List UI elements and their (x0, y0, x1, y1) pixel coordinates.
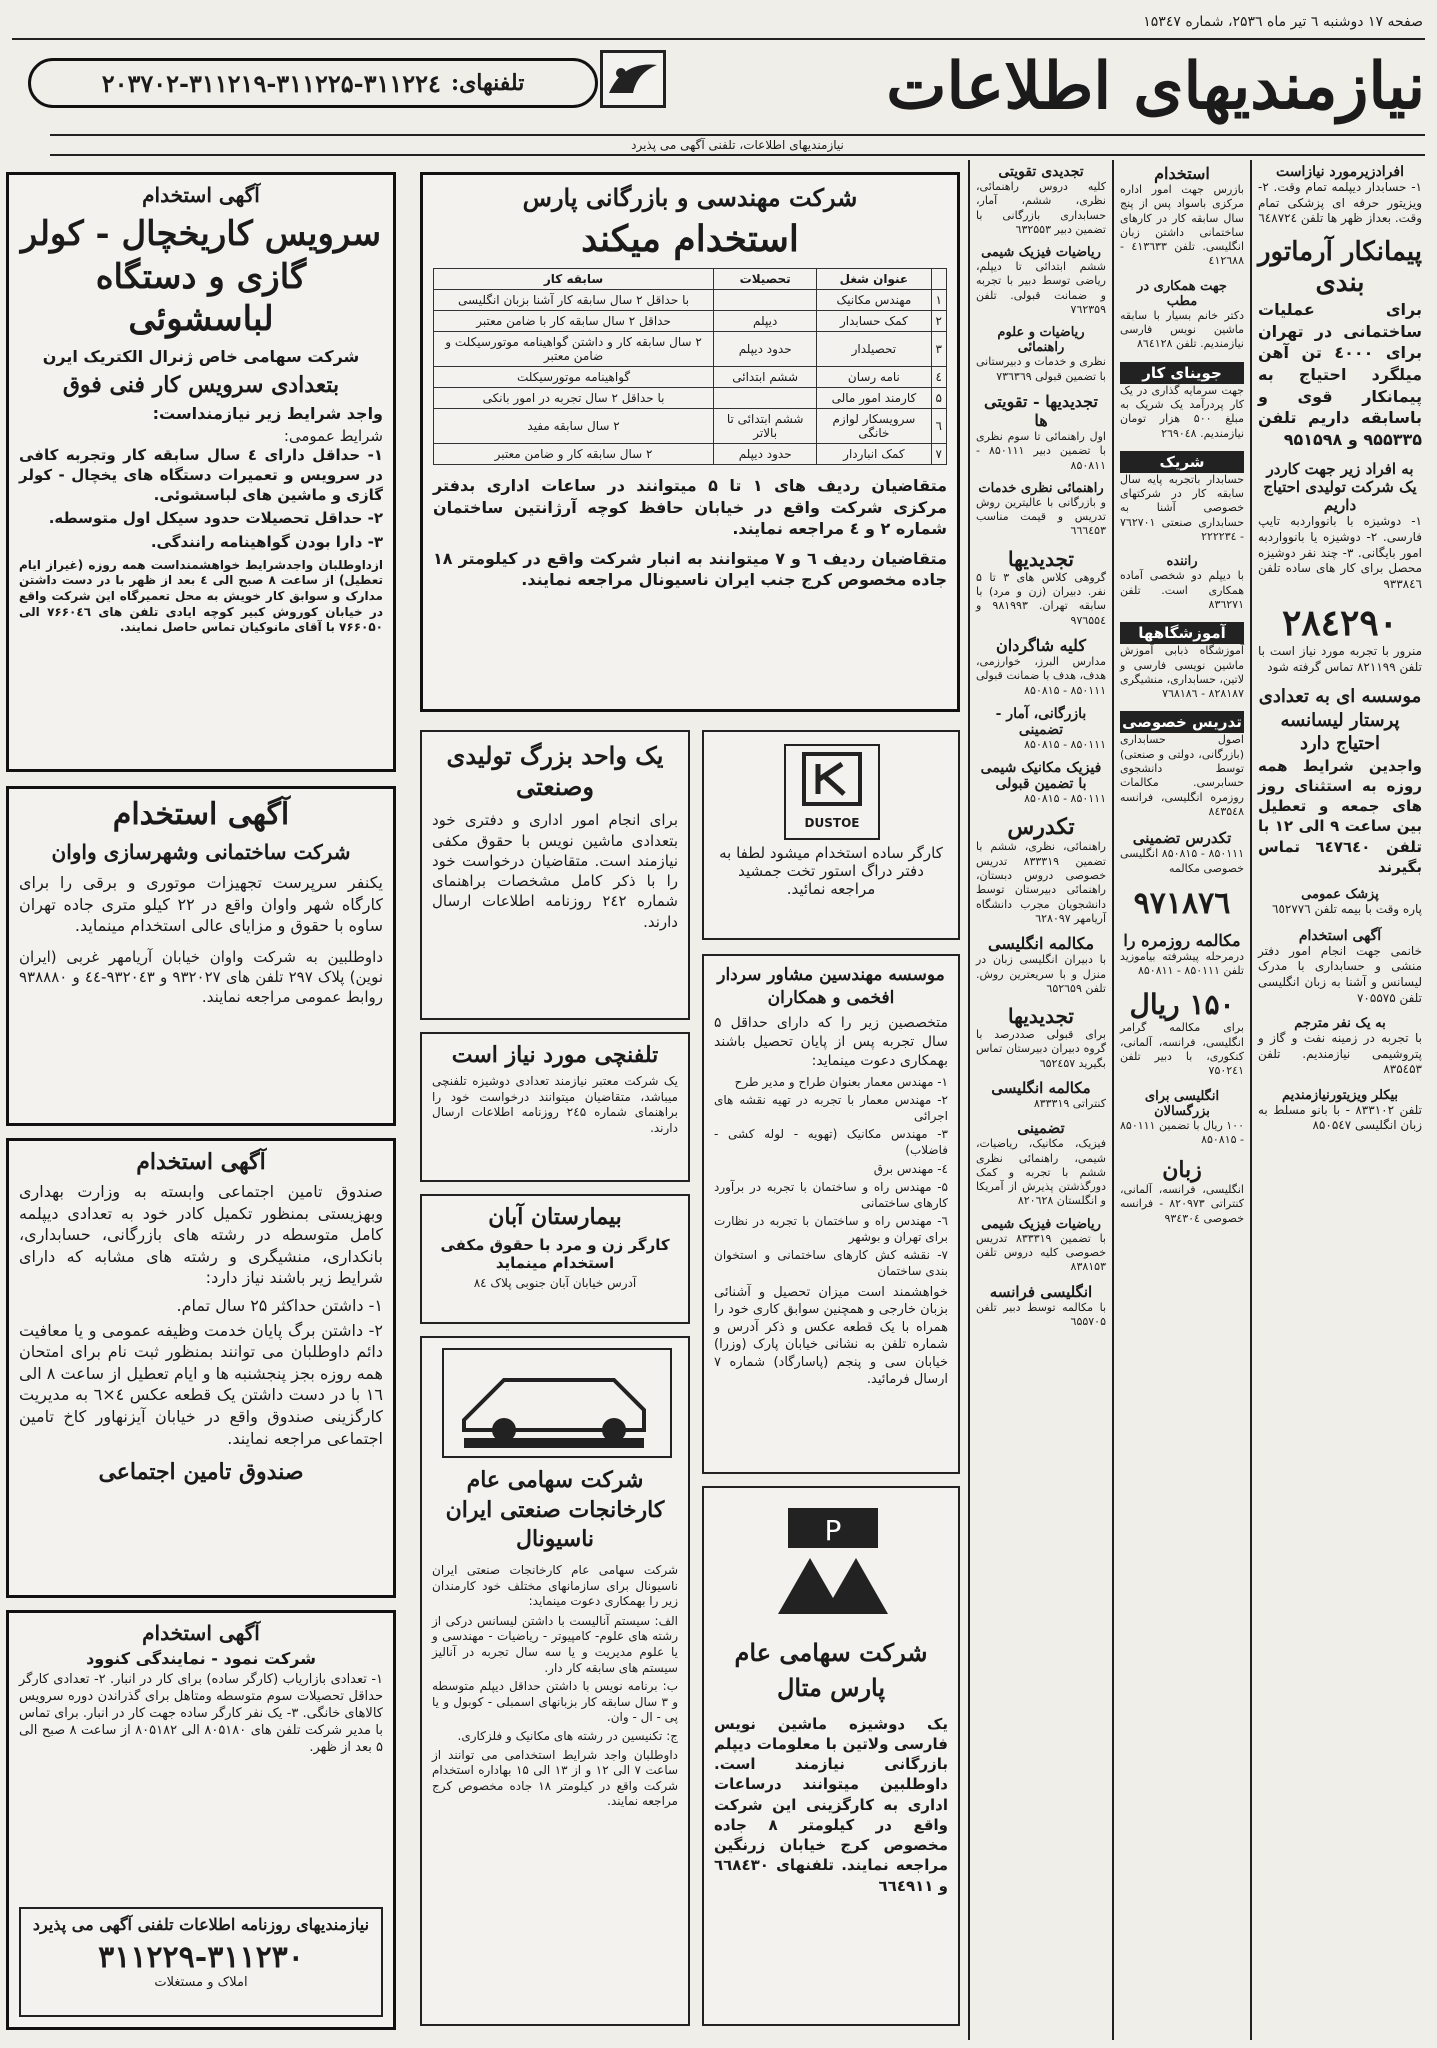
ad-company: شرکت ساختمانی وشهرسازی واوان (51, 840, 351, 864)
classified-body: و بازرگانی با عالیترین روش تدریس و قیمت مناسب ٦٦٦٤۵۳ (976, 495, 1106, 538)
classified-body: پاره وقت با بیمه تلفن ٦٥۲۷۷٦ (1272, 902, 1422, 917)
ad-company: شرکت نمود - نمایندگی کنوود (86, 1649, 316, 1668)
classified-title: آگهی استخدام (1298, 927, 1382, 944)
table-header-row (434, 269, 947, 290)
list-item (1120, 1157, 1244, 1226)
ad-cond: ۱- حداقل دارای ٤ سال سابقه کار وتجربه کافی در سرویس و تعمیرات دستگاه های یخچال - کولر گازی و ماشین های لباسشوئی. (19, 445, 383, 504)
dustoe-logo (784, 744, 880, 840)
ad-iran-national (420, 1336, 690, 2026)
table-row (434, 332, 947, 367)
classified-body: انگلیسی، فرانسه، آلمانی، کنتراتی ۸۲۰۹۷۳ - فرانسه خصوصی ۹۳٤۳۰٤ (1120, 1183, 1244, 1225)
ad-headline: استخدام میکند (581, 218, 799, 260)
ad-footer: خواهشمند است میزان تحصیل و آشنائی بزبان خارجی و همچنین سوابق کاری خود را همراه با یک قطعه عکس و ذکر آدرس و شماره تلفن به نشانی خیابان پارک (وزرا) خیابان سی و پنجم (پاسارگاد) شماره ۷ ارسال فرمائید. (714, 1284, 948, 1388)
banner-phones: ۳۱۱۲۲۹-۳۱۱۲۳۰ (98, 1940, 304, 1975)
classified-body: تلفن ۸۳۳۱۰۲ - با بانو مسلط به زبان انگلیسی ۸۵۰۵٤۷ (1258, 1102, 1422, 1133)
ad-body: یک دوشیزه ماشین نویس فارسی ولاتین با معلومات دیپلم بازرگانی نیازمند است. داوطلبین میتوانند درساعات اداری به کارگزینی این شرکت واقع در کیلومتر ۸ جاده مخصوص کرج خیابان زرنگین مراجعه نمایند. تلفنهای ٦٦۸٤۳۰ و ٦٦٤۹۱۱ (714, 1714, 948, 1895)
list-item (1120, 554, 1244, 612)
classified-title: شریک (1120, 451, 1244, 473)
list-item (1120, 988, 1244, 1078)
banner-box (19, 1907, 383, 2017)
classified-body: اول راهنمائی تا سوم نظری با تضمین دبیر ۸۵۰۱۱۱ - ۸۵۰۸۱۱ (976, 429, 1107, 472)
classified-body: واجدین شرایط همه روزه به استثنای روز های جمعه و تعطیل بین ساعت ۹ الی ۱۲ با تلفن ٦٤۷٦٤۰ تماس بگیرند (1258, 756, 1422, 876)
list-item (976, 1217, 1106, 1275)
cell: با حداقل ۲ سال سابقه کار آشنا بزبان انگلیسی (434, 290, 714, 311)
classified-title: به افراد زیر جهت کاردر یک شرکت تولیدی احتیاج داریم (1263, 460, 1417, 515)
ad-social-security (6, 1138, 396, 1598)
classified-col-2 (1116, 160, 1248, 2040)
list-item (1258, 237, 1422, 451)
cell: دیپلم (714, 311, 817, 332)
ad-item: ٦- مهندس راه و ساختمان با تجربه در نظارت برای تهران و بوشهر (714, 1214, 948, 1244)
classified-title: پزشک عمومی (1301, 887, 1379, 903)
masthead-title: نیازمندیهای اطلاعات (886, 49, 1425, 124)
banner-text: نیازمندیهای روزنامه اطلاعات تلفنی آگهی می پذیرد (32, 1915, 370, 1934)
cell: ششم ابتدائی تا بالاتر (714, 409, 817, 444)
classified-body: اصول حسابداری (بازرگانی، دولتی و صنعتی) توسط دانشجوی حسابرسی. مکالمات روزمره انگلیسی، فرانسه ۸٤۳۵٤۸ (1120, 733, 1244, 818)
classified-body: کلیه دروس راهنمائی، نظری، ششم، آمار، حسابداری بازرگانی با تضمین دبیر ٦۳۲۵۵۳ (976, 180, 1106, 236)
classified-title: جوینای کار (1120, 362, 1244, 384)
list-item (976, 547, 1106, 628)
classified-body: جهت سرمایه گذاری در یک کار پردرآمد یک شریک به مبلغ ۵۰۰ هزار تومان نیازمندیم. ۲٦۹۰٤۸ (1120, 383, 1244, 440)
classified-body: با تجربه در زمینه نفت و گاز و پتروشیمی نیازمندیم. تلفن ۸۳۵٤۵۳ (1258, 1031, 1422, 1077)
table-row (434, 409, 947, 444)
list-item (1258, 887, 1422, 918)
classified-body: خانمی جهت انجام امور دفتر منشی و حسابداری با مدرک لیسانس و آشنا به زبان انگلیسی تلفن ۷۰۵۵۷۵ (1258, 943, 1422, 1005)
list-item (1120, 622, 1244, 701)
ad-address: آدرس خیابان آبان جنوبی پلاک ۸٤ (473, 1276, 637, 1290)
ad-conds (19, 1295, 383, 1449)
ad-cond: ۲- داشتن برگ پایان خدمت وظیفه عمومی و یا معافیت دائم داوطلبان می توانند بمنظور ثبت نام برای امتحان همه روزه بجز پنجشنبه ها و ایام تعطیل از ساعت ۸ الی ۱٦ با در دست داشتن یک قطعه عکس ٤×٦ به مدیریت کارگزینی صندوق واقع در خیابان آیزنهاور کاخ تامین اجتماعی مراجعه نمایند. (19, 1320, 383, 1448)
classified-body: ۱- حسابدار دیپلمه تمام وقت. ۲- ویزیتور حرفه ای پزشکی تمام وقت. بعداز ظهر ها تلفن ٦٤۸۷۲٤ (1258, 180, 1422, 226)
cell (714, 290, 817, 311)
ad-title: شرکت سهامی عام کارخانجات صنعتی ایران ناسیونال (445, 1467, 665, 1553)
ad-body: یکنفر سرپرست تجهیزات موتوری و برقی را برای کارگاه شهر واوان واقع در ۲۲ کیلو متری جاده تهران ساوه با حقوق و مزایای عالی استخدام مینماید. (19, 873, 383, 936)
ad-aban-hospital (420, 1194, 690, 1324)
classified-body: با تضمین ۸۳۳۳۱۹ تدریس خصوصی کلیه دروس تلفن ۸۳۸۱۵۳ (976, 1231, 1106, 1274)
col-title: عنوان شغل (817, 269, 931, 290)
ad-item: الف: سیستم آنالیست با داشتن لیسانس درکی از رشته های علوم- کامپیوتر - ریاضیات - مهندسی و یا علوم مدیریت و یا سه سال تجربه در آنالیز سیستم های سابقه کار دار. (432, 1613, 678, 1675)
list-item (976, 245, 1106, 317)
cell: کارمند امور مالی (817, 388, 931, 409)
classified-body: برای عملیات ساختمانی در تهران برای ٤۰۰۰ تن آهن میلگرد احتیاج به پیمانکار قوی و باسابقه داریم تلفن ۹۵۵۳۳۵ و ۹۵۱۵۹۸ (1258, 300, 1422, 449)
classified-title: افرادزیرمورد نیازاست (1276, 164, 1404, 180)
ad-kicker: آگهی استخدام (142, 183, 260, 207)
ad-body: متخصصین زیر را که دارای حداقل ۵ سال تجربه پس از پایان تحصیل باشند بهمکاری دعوت مینماید: (714, 1014, 948, 1069)
classified-title: تجدیدیها (1008, 546, 1074, 571)
ad-title: شرکت سهامی عام پارس متال (734, 1638, 928, 1702)
phones-label: تلفنهای: (450, 70, 525, 96)
classified-title: انگلیسی فرانسه (989, 1282, 1093, 1301)
ad-title: یک واحد بزرگ تولیدی وصنعتی (446, 741, 664, 802)
ad-items (714, 1075, 948, 1280)
list-item (1120, 164, 1244, 269)
list-item (976, 1079, 1106, 1111)
ad-body: یک شرکت معتبر نیازمند تعدادی دوشیزه تلفنچی میباشد، متقاضیان میتوانند درخواست خود را براهنمای شماره ۲٤۵ روزنامه اطلاعات ارسال دارند. (432, 1074, 678, 1135)
table-row (434, 290, 947, 311)
ad-body: کارگر زن و مرد با حقوق مکفی استخدام مینماید (440, 1236, 670, 1272)
list-item (976, 760, 1106, 806)
list-item (1120, 451, 1244, 544)
masthead-logo (600, 50, 666, 108)
list-item (976, 636, 1106, 698)
ad-kenwood (6, 1610, 396, 2030)
cell: ٤ (931, 367, 946, 388)
ad-sub: واجد شرایط زیر نیازمنداست: (152, 403, 383, 423)
list-item (976, 325, 1106, 384)
svg-text:P: P (824, 1514, 842, 1547)
ad-items (432, 1614, 678, 1810)
ad-telephonist (420, 1032, 690, 1182)
top-rule (12, 38, 1425, 40)
classified-title: بیکلر ویزیتورنیازمندیم (1281, 1087, 1399, 1103)
classified-title: تکدرس (1007, 814, 1075, 841)
classified-title: تکدرس تضمینی (1132, 829, 1232, 848)
classified-title: تجدیدیها - تقویتی ها (984, 391, 1098, 430)
ad-footer: داوطلبین به شرکت واوان خیابان آریامهر غربی (ایران نوین) پلاک ۲۹۷ تلفن های ۹۳۲۰۲۷ و ۹۳۲۰٤۳-٤٤ و ۹۳۸۸۸۰ روابط عمومی مراجعه نمایند. (19, 947, 384, 1007)
classified-title: مکالمه انگلیسی (991, 1078, 1091, 1097)
ad-cond: ۲- حداقل تحصیلات حدود سیکل اول متوسطه. (48, 509, 383, 528)
ad-item: ۲- مهندس معمار با تجربه در تهیه نقشه های اجرائی (714, 1093, 948, 1123)
classified-title: فیزیک مکانیک شیمی با تضمین قبولی (980, 760, 1102, 793)
phone-block (28, 58, 598, 108)
classified-col-3 (1254, 160, 1426, 2040)
ad-footer: ازداوطلبان واجدشرایط خواهشمنداست همه روزه (غیراز ایام تعطیل) از ساعت ۸ صبح الی ٤ بعد از ظهر با در دست داشتن مدارک و سوابق کار خویش به محل تعمیرگاه این شرکت واقع در خیابان کوروش کبیر کوچه ایادی تلفن های ۷۶۶۰٤٦ الی ۷۶۶۰۵۰ با آقای مانوکیان تماس حاصل نمایند. (19, 557, 384, 635)
ad-body: برای انجام امور اداری و دفتری خود بتعدادی ماشین نویس با حقوق مکفی نیازمند است. متقاضیان درخواست خود را با ذکر کامل مشخصات براهنمای شماره ۲٤۲ روزنامه اطلاعات ارسال دارند. (432, 811, 678, 931)
ad-kicker: آگهی استخدام (136, 1149, 266, 1175)
ad-need: بتعدادی سرویس کار فنی فوق (62, 371, 340, 398)
list-item (976, 814, 1106, 926)
ad-company: شرکت مهندسی و بازرگانی پارس (522, 183, 858, 212)
ad-title: موسسه مهندسین مشاور سردار افخمی و همکاران (717, 965, 945, 1008)
ad-company: شرکت سهامی خاص ژنرال الکتریک ایرن (42, 346, 360, 366)
page-info: صفحه ۱۷ دوشنبه ٦ تیر ماه ۲۵۳٦، شماره ۱۵۳٤۷ (1143, 14, 1423, 30)
classified-title: مکالمه انگلیسی (987, 934, 1095, 954)
ad-kicker: آگهی استخدام (112, 797, 290, 832)
cell (714, 388, 817, 409)
newspaper-logo-icon (603, 53, 663, 105)
table-row (434, 388, 947, 409)
cell: ۱ (931, 290, 946, 311)
ad-cond-title: شرایط عمومی: (283, 426, 383, 445)
classified-body: با مکالمه توسط دبیر تلفن ٦۵۵۷۰۵ (976, 1300, 1106, 1328)
cell: ۲ سال سابقه کار و ضامن معتبر (434, 444, 714, 465)
list-item (976, 1004, 1106, 1071)
ad-industrial-unit (420, 730, 690, 1020)
classified-title: ریاضیات و علوم راهنمائی (997, 325, 1085, 356)
cell: حداقل ۲ سال سابقه کار با ضامن معتبر (434, 311, 714, 332)
cell: ۳ (931, 332, 946, 367)
cell: حدود دیپلم (714, 332, 817, 367)
list-item (1120, 362, 1244, 441)
classified-title: بازرگانی، آمار - تضمینی (995, 705, 1087, 738)
classified-col-1 (972, 160, 1110, 2040)
phones-number: ۲۰۳۷۰۲-۳۱۱۲۱۹-۳۱۱۲۲۵-۳۱۱۲۲٤ (101, 68, 441, 98)
cell: ۷ (931, 444, 946, 465)
list-item (1120, 886, 1244, 921)
classified-body: با دبیران انگلیسی زبان در منزل و با سریعترین روش. تلفن ٦۵۲٦۵۹ (976, 953, 1106, 995)
pars-metal-logo (768, 1502, 898, 1622)
ad-item: ۷- نقشه کش کارهای ساختمانی و استخوان بندی ساختمان (714, 1248, 948, 1279)
list-item (1258, 928, 1422, 1006)
classified-title: استخدام (1154, 164, 1210, 183)
table-row (434, 367, 947, 388)
classified-body: آموزشگاه ذبابی آموزش ماشین نویسی فارسی و لاتین، حسابداری، منشیگری ۸۲۸۱۸۷ - ۷٦۸۱۸٦ (1120, 644, 1244, 701)
classified-title: ۱۵۰ ریال (1129, 988, 1235, 1022)
list-item (1120, 931, 1244, 979)
ad-footer: متقاضیان ردیف های ۱ تا ۵ میتوانند در ساعات اداری بدفتر مرکزی شرکت واقع در خیابان حافظ کوچه آرژانتین ساختمان شماره ۲ و ٤ مراجعه نمایند. (433, 476, 948, 539)
classified-body: نظری و خدمات و دبیرستانی با تضمین قبولی ۷۳٦۳٦۹ (976, 355, 1106, 383)
cell: ۵ (931, 388, 946, 409)
classified-title: کلیه شاگردان (996, 635, 1086, 655)
cell: نامه رسان (817, 367, 931, 388)
table-row (434, 444, 947, 465)
list-item (1120, 711, 1244, 819)
list-item (976, 934, 1106, 996)
classified-body: برای قبولی صددرصد با گروه دبیران دبیرستان تماس بگیرید ٦۵۲٤۵۷ (976, 1028, 1106, 1070)
ad-headline: سرویس کاریخچال - کولر گازی و دستگاه لباسشوئی (20, 214, 382, 339)
masthead-strip (50, 134, 1425, 156)
list-item (976, 1119, 1106, 1208)
dustoe-logo-text: DUSTOE (804, 816, 860, 830)
ad-cond: ۱- داشتن حداکثر ۲۵ سال تمام. (176, 1295, 383, 1315)
classified-body: بازرس جهت امور اداره مرکزی باسواد پس از پنج سال سابقه کار در کارهای ساختمانی داشتن زبان انگلیسی. تلفن ٤۱۳٦۳۳ - ٤۱۲٦۸۸ (1120, 183, 1244, 268)
cell: تحصیلدار (817, 332, 931, 367)
list-item (976, 706, 1106, 752)
cell: سرویسکار لوازم خانگی (817, 409, 931, 444)
ad-title: تلفنچی مورد نیاز است (451, 1042, 659, 1068)
list-item (1120, 1089, 1244, 1148)
classified-title: آموزشگاهها (1120, 622, 1244, 644)
cell: ششم ابتدائی (714, 367, 817, 388)
pars-metal-logo-icon (768, 1502, 898, 1622)
classified-title: تدریس خصوصی (1120, 711, 1244, 733)
cell: مهندس مکانیک (817, 290, 931, 311)
jobs-table (433, 268, 947, 465)
dustoe-logo-icon (792, 746, 872, 812)
classified-body: فیزیک، مکانیک، ریاضیات، شیمی، راهنمائی نظری ششم با تجربه و کمک دورگذشتن پذیرش از آمریکا و انگلستان ۸۲۰٦۲۸ (976, 1137, 1106, 1208)
cell: با حداقل ۲ سال تجربه در امور بانکی (434, 388, 714, 409)
col-divider (1112, 160, 1114, 2040)
table-row (434, 311, 947, 332)
cell: ۲ (931, 311, 946, 332)
classified-body: درمرحله پیشرفته بیاموزید تلفن ۸۵۰۱۱۱ - ۸۵۰۸۱۱ (1120, 949, 1244, 978)
ad-body: ۱- تعدادی بازاریاب (کارگر ساده) برای کار در انبار. ۲- تعدادی کارگر حداقل تحصیلات سوم متوسطه ومتاهل برای گذراندن دوره سرویس کالاهای خانگی. ۳- یک نفر کارگر ساده جهت کار در انبار. برای تماس با مدیر شرکت تلفن های ۸۰۵۱۸۰ الی ۸۰۵۱۸۲ از ساعت ۸ صبح الی ۵ بعد از ظهر. (19, 1672, 383, 1755)
classified-title: ۲۸٤۲۹۰ (1281, 602, 1398, 645)
list-item (1258, 602, 1422, 675)
col-divider (1250, 160, 1252, 2040)
ad-item: داوطلبان واجد شرایط استخدامی می توانند از ساعت ۷ الی ۱۲ و از ۱۳ الی ۱۵ بهاداره استخدام شرکت واقع در کیلومتر ۱۸ جاده مخصوص کرج مراجعه نمایند. (432, 1747, 679, 1809)
ad-general-electric (6, 172, 396, 772)
classified-body: ۸۵۰۱۱۱ - ۸۵۰۸۱۵ (1024, 792, 1106, 806)
ad-pars-metal (702, 1486, 960, 2026)
classified-body: راهنمائی، نظری، ششم با تضمین ۸۳۳۳۱۹ تدریس خصوصی دروس دبستان، راهنمائی دبیرستان توسط دانشجویان مجرب دانشگاه آریامهر ٦۲۸۰۹۷ (976, 840, 1106, 925)
col-index (931, 269, 946, 290)
ad-signature: صندوق تامین اجتماعی (98, 1459, 304, 1486)
cell: ۲ سال سابقه مفید (434, 409, 714, 444)
classified-title: زبان (1162, 1157, 1202, 1184)
list-item (976, 392, 1106, 473)
ad-item: ب: برنامه نویس با داشتن حداقل دیپلم متوسطه و ۳ سال سابقه کار بزبانهای اسمبلی - کوبول و یا پی - ال - وان. (432, 1679, 678, 1725)
list-item (1258, 685, 1422, 877)
banner-sub: املاک و مستغلات (154, 1975, 248, 1990)
cell: کمک انباردار (817, 444, 931, 465)
list-item (1258, 164, 1422, 227)
ad-kicker: آگهی استخدام (142, 1621, 260, 1645)
ad-body: کارگر ساده استخدام میشود لطفا به دفتر دراگ استور تخت جمشید مراجعه نمائید. (719, 844, 943, 898)
ad-item: ج: تکنیسین در رشته های مکانیک و فلزکاری. (457, 1729, 678, 1743)
classified-body: با دیپلم دو شخصی آماده همکاری است. تلفن ۸۳٦۲۷۱ (1120, 569, 1244, 611)
classified-title: تضمینی (1017, 1119, 1065, 1138)
classified-title: انگلیسی برای بزرگسالان (1144, 1088, 1220, 1119)
classified-title: راهنمائی نظری خدمات (978, 480, 1104, 496)
classified-body: کنتراتی ۸۳۳۳۱۹ (1033, 1096, 1106, 1110)
cell: گواهینامه موتورسیکلت (434, 367, 714, 388)
col-edu: تحصیلات (714, 269, 817, 290)
masthead-subtitle: نیازمندیهای اطلاعات، تلفنی آگهی می پذیرد (631, 138, 844, 152)
classified-title: جهت همکاری در مطب (1137, 278, 1227, 309)
iran-national-logo (442, 1348, 672, 1458)
classified-body: ۸۵۰۱۱۱ - ۸۵۰۸۱۵ انگلیسی خصوصی مکالمه (1120, 847, 1244, 875)
col-divider (968, 160, 970, 2040)
classified-body: ۱- دوشیزه با بانوواردبه تایپ فارسی. ۲- دوشیزه یا بانوواردبه امور بایگانی. ۳- چند نفر دوشیزه محصل برای کار های ساده تلفن ۹۳۳۸٤٦ (1258, 514, 1422, 591)
list-item (1258, 1016, 1422, 1078)
ad-body: شرکت سهامی عام کارخانجات صنعتی ایران ناسیونال برای سازمانهای مختلف خود کارمندان زیر را بهمکاری دعوت مینماید: (432, 1563, 678, 1609)
ad-item: ٤- مهندس برق (873, 1161, 948, 1176)
cell: ۲ سال سابقه کار و داشتن گواهینامه موتورسیکلت و ضامن معتبر (434, 332, 714, 367)
list-item (1120, 279, 1244, 352)
classified-title: تجدیدی تقویتی (998, 164, 1084, 180)
classified-title: ۹۷۱۸۷٦ (1133, 885, 1231, 921)
ad-item: ۵- مهندس راه و ساختمان با تجربه در برآورد کارهای ساختمانی (714, 1180, 948, 1210)
col-exp: سابقه کار (434, 269, 714, 290)
masthead (665, 42, 1425, 132)
ad-cond: ۳- دارا بودن گواهینامه رانندگی. (150, 532, 383, 551)
classified-title: تجدیدیها (1008, 1004, 1074, 1029)
ad-body: صندوق تامین اجتماعی وابسته به وزارت بهداری وبهزیستی بمنظور تکمیل کادر خود به تعدادی دیپلمه کامل متوسطه در رشته های بازرگانی، حسابداری، بانکداری، منشیگری و رشته های مشابه که دارای شرایط زیر باشند نیاز دارد: (19, 1182, 383, 1288)
list-item (1258, 1088, 1422, 1134)
ad-dustoe (702, 730, 960, 940)
ad-conds (19, 445, 383, 552)
ad-vavan (6, 786, 396, 1126)
cell: حدود دیپلم (714, 444, 817, 465)
classified-title: ریاضیات فیزیک شیمی (981, 1216, 1101, 1232)
classified-title: ریاضیات فیزیک شیمی (981, 245, 1101, 261)
car-emblem-icon (444, 1350, 670, 1456)
cell: کمک حسابدار (817, 311, 931, 332)
classified-body: ششم ابتدائی تا دیپلم، ریاضی توسط دبیر با تجربه و ضمانت قبولی. تلفن ۷٦۲۳۵۹ (976, 260, 1106, 317)
classified-body: گروهی کلاس های ۳ تا ۵ نفر. دبیران (زن و مرد) با سابقه تهران. ۹۸۱۹۹۳ و ۹۷٦۵۵٤ (976, 570, 1107, 627)
list-item (1120, 829, 1244, 876)
classified-title: به یک نفر مترجم (1294, 1016, 1386, 1032)
classified-body: مدارس البرز، خوارزمی، هدف، هدف با ضمانت قبولی ۸۵۰۱۱۱ - ۸۵۰۸۱۵ (976, 654, 1106, 697)
classified-body: ۸۵۰۱۱۱ - ۸۵۰۸۱۵ (1024, 737, 1106, 751)
classified-body: منرور با تجربه مورد نیاز است با تلفن ۸۲۱۱۹۹ تماس گرفته شود (1258, 644, 1422, 674)
list-item (976, 164, 1106, 237)
classified-body: برای مکالمه گرامر انگلیسی، فرانسه، آلمانی، کنکوری، با دبیر تلفن ۷۵۰۲٤۱ (1120, 1021, 1244, 1078)
ad-pars-engineering (420, 172, 960, 712)
list-item (976, 1283, 1106, 1330)
classified-body: حسابدار باتجربه پایه سال سابقه کار در شرکتهای خصوصی آشنا به حسابداری صنعتی ۷٦۲۷۰۱ - ۲۲۲۲۳٤ (1120, 472, 1244, 544)
ad-item: ۱- مهندس معمار بعنوان طراح و مدیر طرح (734, 1074, 948, 1089)
page-line (0, 14, 1437, 38)
list-item (1258, 460, 1422, 592)
ad-title: بیمارستان آبان (488, 1204, 622, 1230)
ad-sardar-afkhami (702, 954, 960, 1474)
ad-item: ۳- مهندس مکانیک (تهویه - لوله کشی - فاضلاب) (714, 1127, 948, 1157)
ad-footer: متقاضیان ردیف ٦ و ۷ میتوانند به انبار شرکت واقع در کیلومتر ۱۸ جاده مخصوص کرج جنب ایران ناسیونال مراجعه نمایند. (433, 548, 947, 590)
classified-title: پیمانکار آرماتور بندی (1257, 236, 1422, 298)
classified-title: موسسه ای به تعدادی پرستار لیسانسه احتیاج دارد (1258, 686, 1422, 755)
classified-body: ۱۰۰ ریال با تضمین ۸۵۰۱۱۱ - ۸۵۰۸۱۵ (1120, 1118, 1244, 1146)
classified-body: دکتر خانم بسیار با سابقه ماشین نویس فارسی نیازمندیم. تلفن ۸٦٤۱۲۸ (1120, 308, 1244, 351)
classified-title: مکالمه روزمره را (1123, 930, 1241, 950)
list-item (976, 481, 1106, 539)
classified-title: راننده (1166, 554, 1198, 570)
cell: ٦ (931, 409, 946, 444)
